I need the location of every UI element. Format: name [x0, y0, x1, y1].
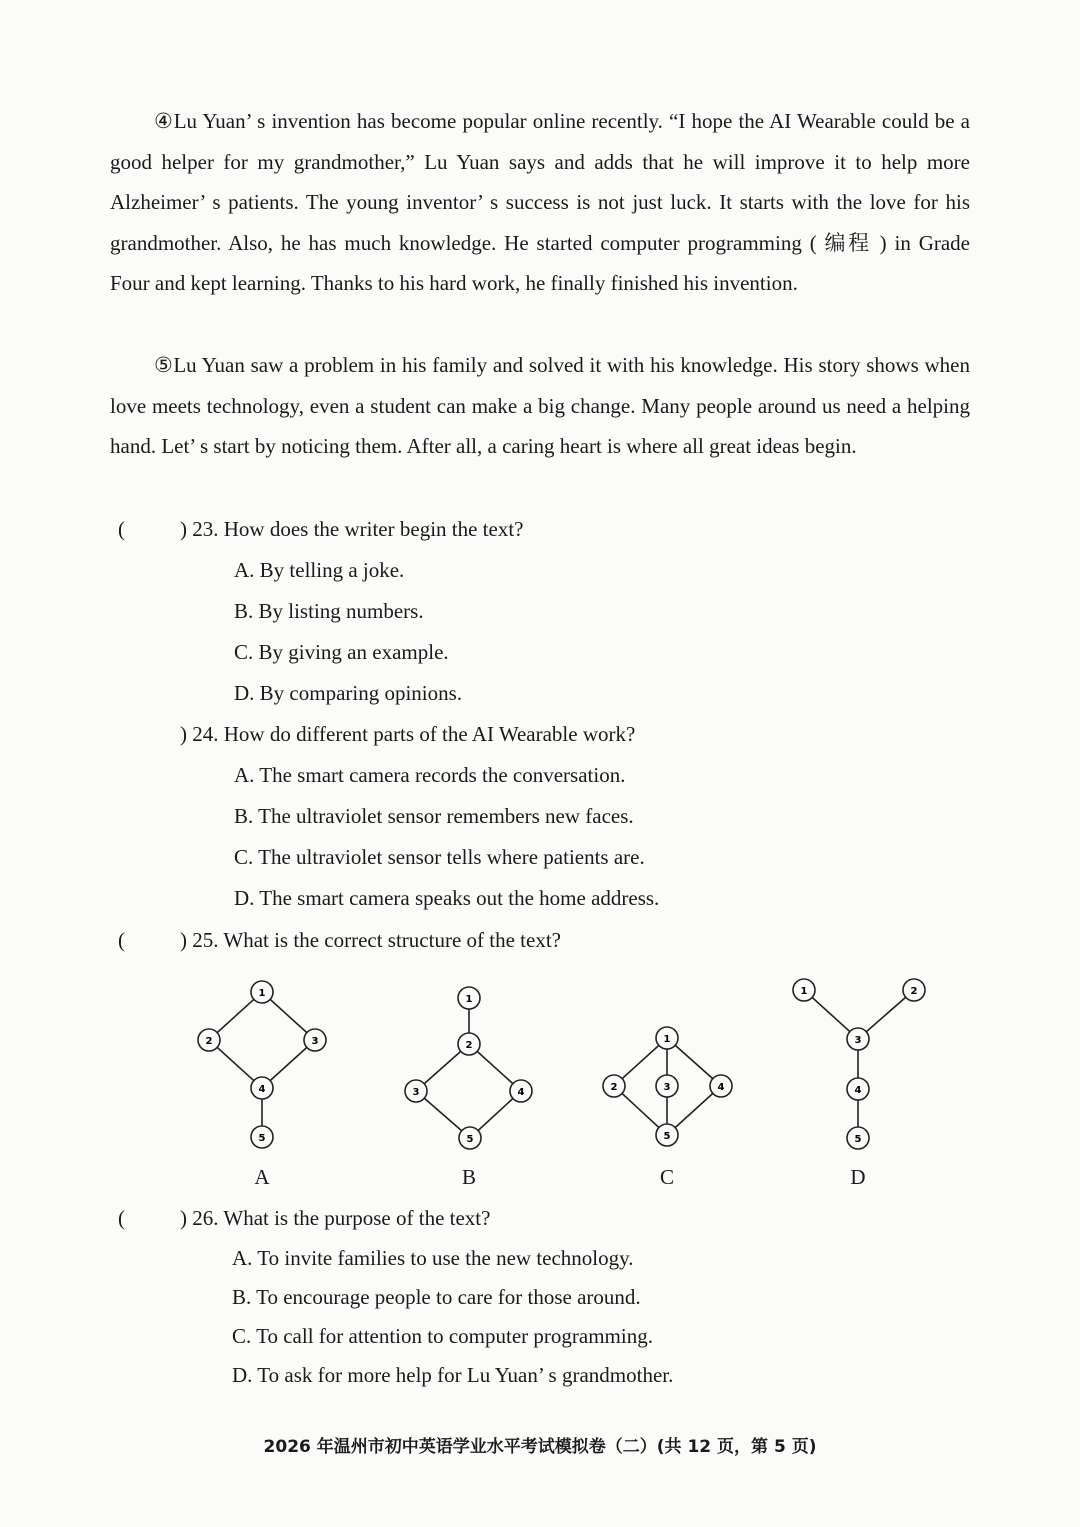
svg-text:2: 2 — [465, 1040, 473, 1051]
diagram-c-graph — [597, 972, 747, 1162]
option-26-a: A. To invite families to use the new technology. — [232, 1246, 634, 1270]
diagram-node — [251, 1126, 273, 1148]
svg-text:1: 1 — [465, 994, 473, 1005]
diagram-node — [458, 987, 480, 1009]
diagram-label: D — [850, 1165, 866, 1189]
question-stem: ) 26. What is the purpose of the text? — [180, 1206, 491, 1230]
option-23-d: D. By comparing opinions. — [234, 681, 463, 705]
option-23-b: B. By listing numbers. — [234, 599, 424, 623]
diagram-node — [603, 1075, 625, 1097]
structure-diagram-a — [190, 972, 340, 1189]
structure-diagram-b — [398, 972, 548, 1189]
diagram-node — [405, 1080, 427, 1102]
diagram-node — [304, 1029, 326, 1051]
svg-text:5: 5 — [663, 1131, 671, 1142]
svg-text:3: 3 — [412, 1087, 420, 1098]
option-26-b: B. To encourage people to care for those around. — [232, 1285, 641, 1309]
diagram-node — [459, 1127, 481, 1149]
svg-text:1: 1 — [663, 1034, 671, 1045]
answer-bracket-open: ( — [118, 517, 125, 541]
question-stem: ) 25. What is the correct structure of the text? — [180, 928, 561, 952]
diagram-node — [847, 1028, 869, 1050]
option-26-c: C. To call for attention to computer programming. — [232, 1324, 653, 1348]
option-24-d: D. The smart camera speaks out the home address. — [234, 886, 660, 910]
diagram-a-graph — [190, 972, 340, 1162]
svg-text:5: 5 — [258, 1133, 266, 1144]
diagram-node — [458, 1033, 480, 1055]
diagram-node — [198, 1029, 220, 1051]
answer-bracket-open: ( — [118, 928, 125, 952]
svg-text:2: 2 — [610, 1082, 618, 1093]
diagram-node — [903, 979, 925, 1001]
svg-text:4: 4 — [517, 1087, 525, 1098]
diagram-node — [656, 1075, 678, 1097]
passage-paragraph-5: ⑤Lu Yuan saw a problem in his family and solved it with his knowledge. His story shows when love meets technology, even a student can make a big change. Many people around us need a helping hand. Let’ s start by noticing them. After all, a caring heart is where all great ideas begin. — [110, 353, 970, 459]
diagram-node — [251, 1077, 273, 1099]
svg-text:2: 2 — [910, 986, 918, 997]
diagram-node — [793, 979, 815, 1001]
diagram-b-graph — [398, 972, 548, 1162]
svg-text:3: 3 — [854, 1035, 862, 1046]
diagram-node — [656, 1124, 678, 1146]
diagram-node — [656, 1027, 678, 1049]
diagram-label: C — [659, 1165, 674, 1189]
diagram-node — [510, 1080, 532, 1102]
option-24-c: C. The ultraviolet sensor tells where patients are. — [234, 845, 645, 869]
svg-text:4: 4 — [854, 1085, 862, 1096]
diagram-label: B — [461, 1165, 476, 1189]
option-26-d: D. To ask for more help for Lu Yuan’ s grandmother. — [232, 1363, 674, 1387]
option-24-b: B. The ultraviolet sensor remembers new faces. — [234, 804, 634, 828]
diagram-node — [251, 981, 273, 1003]
question-stem: ) 24. How do different parts of the AI Wearable work? — [180, 722, 636, 746]
option-23-a: A. By telling a joke. — [234, 558, 405, 582]
structure-diagram-d — [787, 972, 937, 1189]
svg-text:4: 4 — [258, 1084, 266, 1095]
diagram-d-graph — [787, 972, 937, 1162]
svg-text:5: 5 — [854, 1134, 862, 1145]
option-23-c: C. By giving an example. — [234, 640, 449, 664]
diagram-node — [847, 1127, 869, 1149]
svg-text:1: 1 — [258, 988, 266, 999]
svg-text:3: 3 — [311, 1036, 319, 1047]
svg-text:1: 1 — [800, 986, 808, 997]
question-stem: ) 23. How does the writer begin the text? — [180, 517, 524, 541]
diagram-node — [710, 1075, 732, 1097]
page-footer: 2026 年温州市初中英语学业水平考试模拟卷（二）(共 12 页，第 5 页) — [263, 1437, 817, 1457]
diagram-label: A — [254, 1165, 270, 1189]
svg-text:3: 3 — [663, 1082, 671, 1093]
svg-text:2: 2 — [205, 1036, 213, 1047]
answer-bracket-open: ( — [118, 1206, 125, 1230]
svg-text:4: 4 — [717, 1082, 725, 1093]
passage-paragraph-4: ④Lu Yuan’ s invention has become popular online recently. “I hope the AI Wearable could be a good helper for my grandmother,” Lu Yuan says and adds that he will improve it to help more Alzheimer’ s patients. The young inventor’ s success is not just luck. It starts with the love for his grandmother. Also, he has much knowledge. He started computer programming ( 编程 ) in Grade Four and kept learning. Thanks to his hard work, he finally finished his invention. — [110, 109, 970, 296]
option-24-a: A. The smart camera records the conversation. — [234, 763, 626, 787]
structure-diagram-c — [597, 972, 747, 1189]
svg-text:5: 5 — [466, 1134, 474, 1145]
diagram-node — [847, 1078, 869, 1100]
